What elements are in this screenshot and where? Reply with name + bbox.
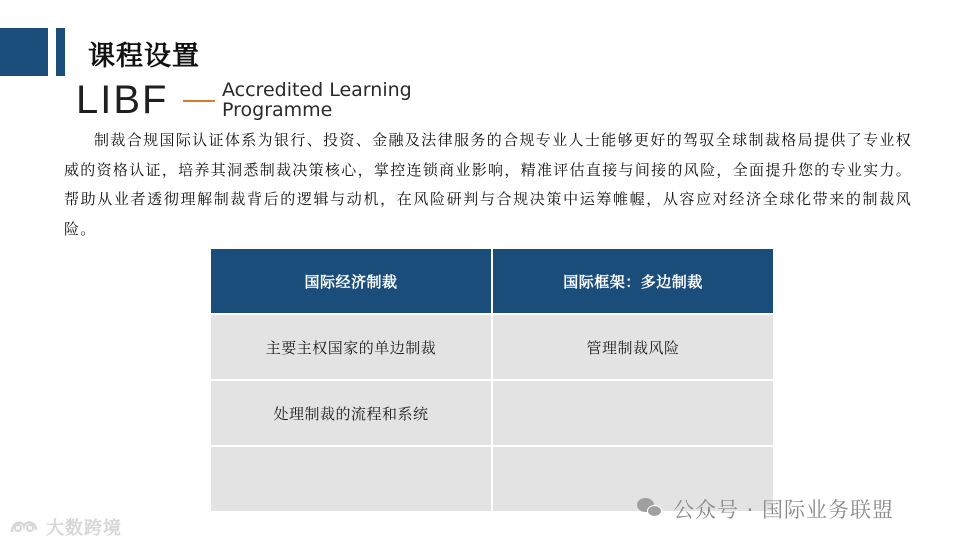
table-cell: 管理制裁风险 [492, 314, 774, 380]
intro-paragraph: 制裁合规国际认证体系为银行、投资、金融及法律服务的合规专业人士能够更好的驾驭全球制裁格局提供了专业权威的资格认证，培养其洞悉制裁决策核心，掌控连锁商业影响，精准评估直接与间接的风险，全面提升您的专业实力。帮助从业者透彻理解制裁背后的逻辑与动机，在风险研判与合规决策中运筹帷幄，从容应对经济全球化带来的制裁风险。 [64, 131, 912, 238]
slide-title: 课程设置 [88, 41, 200, 72]
wechat-account-label [637, 493, 894, 525]
table-header-cell: 国际经济制裁 [210, 248, 492, 314]
brand-logo-icon [8, 516, 40, 538]
table-cell [210, 446, 492, 512]
table-header-row [210, 248, 774, 314]
table-cell: 处理制裁的流程和系统 [210, 380, 492, 446]
table-row [210, 380, 774, 446]
logo-subtitle [222, 80, 412, 120]
title-accent-stripe [56, 28, 65, 76]
table-row [210, 314, 774, 380]
wechat-account-text: 公众号 · 国际业务联盟 [673, 498, 895, 522]
logo-mark: LIBF [76, 78, 169, 122]
watermark-text: 大数跨境 [46, 518, 122, 539]
table-header-cell: 国际框架：多边制裁 [492, 248, 774, 314]
watermark [8, 513, 122, 541]
wechat-icon [637, 498, 663, 520]
course-table [209, 247, 775, 513]
table-cell: 主要主权国家的单边制裁 [210, 314, 492, 380]
logo-divider-line [183, 100, 215, 102]
logo-subtitle-line2: Programme [222, 99, 333, 121]
logo-subtitle-line1: Accredited Learning [222, 79, 412, 101]
table-cell [492, 380, 774, 446]
title-accent-block [0, 28, 48, 76]
